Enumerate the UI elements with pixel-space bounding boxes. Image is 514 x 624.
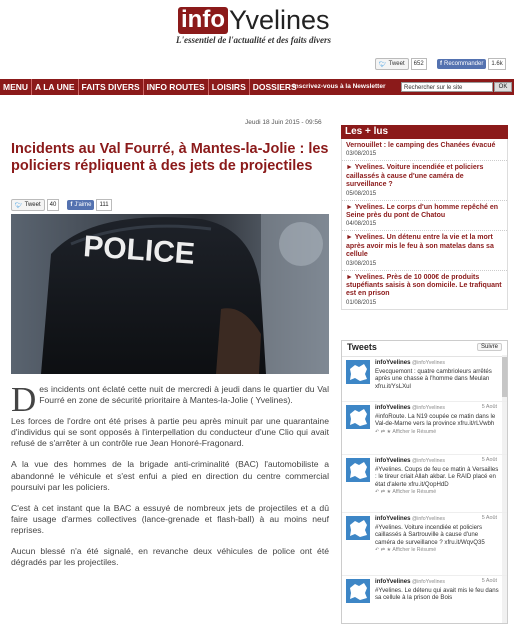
tweet-handle[interactable]: @infoYvelines (410, 458, 445, 464)
article-body (11, 380, 329, 578)
tweet-date[interactable]: 5 Août (481, 515, 497, 521)
list-item-title-text: Yvelines. Près de 10 000€ de produits stupéfiants saisis à son domicile. Le trafiquant est en prison (346, 273, 502, 298)
article-like-count: 111 (96, 199, 111, 211)
tweet-item[interactable] (342, 357, 507, 402)
header-tweet-share[interactable] (375, 58, 427, 70)
yvelines-map-icon (346, 516, 370, 540)
list-item-title[interactable] (346, 164, 503, 189)
tweet-actions[interactable]: ↶ ⇄ ★ Afficher le Résumé (375, 489, 437, 496)
nav-item-faits-divers[interactable]: FAITS DIVERS (79, 79, 144, 95)
list-item-title[interactable] (346, 234, 503, 259)
tweet-item[interactable] (342, 402, 507, 455)
recommend-button[interactable] (437, 59, 486, 69)
list-item-date: 01/08/2015 (346, 299, 377, 306)
tweets-title: Tweets (347, 342, 377, 352)
recommend-label: Recommander (444, 61, 484, 67)
avatar[interactable] (346, 360, 370, 384)
yvelines-map-icon (346, 579, 370, 603)
tweets-header (342, 341, 507, 357)
tweet-author[interactable]: infoYvelines (375, 359, 411, 366)
list-item[interactable] (342, 161, 507, 200)
article-tweet-count: 40 (47, 199, 60, 211)
police-photo (11, 214, 329, 374)
article-paragraph (11, 380, 329, 419)
article-paragraph: A la vue des hommes de la brigade anti-criminalité (BAC) l'automobiliste a abandonné le véhicule et s'est enfui a pied en direction du centre commercial poursuivi par les policiers. (11, 459, 329, 492)
tweet-body (375, 402, 499, 436)
tweet-handle[interactable]: @infoYvelines (410, 516, 445, 522)
article-like-button[interactable] (67, 200, 94, 210)
list-item-title-text: Yvelines. Le corps d'un homme repêché en Seine près du pont de Chatou (346, 203, 499, 220)
list-item-date: 05/08/2015 (346, 190, 377, 197)
logo-info: info (178, 7, 228, 34)
tweet-body (375, 576, 499, 602)
tweet-text: #Yvelines. Voiture incendiée et policiers caillassés à Sartrouville à cause d'une caméra de surveillance ? xfru.it/WqvQ35 (375, 523, 485, 546)
article-title: Incidents au Val Fourré, à Mantes-la-Jolie : les policiers répliquent à des jets de projectiles (11, 141, 329, 174)
list-item-date: 04/08/2015 (346, 221, 377, 228)
yvelines-map-icon (346, 458, 370, 482)
tweet-author[interactable]: infoYvelines (375, 578, 411, 585)
tweet-author[interactable]: infoYvelines (375, 404, 411, 411)
list-item[interactable] (342, 201, 507, 232)
list-item-title[interactable]: Vernouillet : le camping des Chanées évacué (346, 142, 496, 149)
search-input[interactable]: Rechercher sur le site (401, 82, 493, 92)
list-item[interactable] (342, 139, 507, 161)
tweet-author[interactable]: infoYvelines (375, 457, 411, 464)
header-recommend-share[interactable] (437, 58, 506, 70)
nav-item-loisirs[interactable]: LOISIRS (209, 79, 250, 95)
bird-icon: 🐦︎ (379, 61, 387, 68)
article-like-label: J'aime (74, 202, 92, 208)
nav-item-menu[interactable]: MENU (0, 79, 32, 95)
tweet-date[interactable]: 5 Août (481, 457, 497, 463)
bullet-icon: ► (346, 203, 355, 211)
tweet-text: #Yvelines. Coups de feu ce matin à Versailles : le tireur criait Allah akbar. Le RAID placé en état d'alerte xfru.it/QopHdD (375, 465, 499, 488)
tweet-handle[interactable]: @infoYvelines (410, 360, 445, 366)
nav-item-dossiers[interactable]: DOSSIERS (252, 82, 297, 92)
tweet-text: Evecquemont : quatre cambrioleurs arrêtés après une chasse à l'homme dans Meulan xfru.it/YsLXul (375, 367, 492, 390)
facebook-icon: f (70, 202, 73, 208)
article-paragraph: C'est à cet instant que la BAC a essuyé de nombreux jets de projectiles et a dû faire usage d'armes collectives (lance-grenade et flash-ball) à au moins neuf reprises. (11, 502, 329, 535)
avatar[interactable] (346, 516, 370, 540)
tweet-date[interactable]: 5 Août (481, 404, 497, 410)
logo-yvelines: Yvelines (228, 5, 330, 35)
tweet-author[interactable]: infoYvelines (375, 515, 411, 522)
most-read-box (341, 125, 508, 310)
facebook-icon: f (440, 61, 442, 67)
tweet-list (342, 357, 507, 624)
tweet-handle[interactable]: @infoYvelines (410, 405, 445, 411)
list-item[interactable] (342, 271, 507, 309)
tweet-item[interactable] (342, 513, 507, 576)
article-paragraph: Aucun blessé n'a été signalé, en revanche deux véhicules de police ont été dégradés par les projectiles. (11, 546, 329, 568)
tweet-count: 652 (411, 58, 427, 70)
yvelines-map-icon (346, 360, 370, 384)
bullet-icon: ► (346, 273, 355, 281)
list-item-date: 03/08/2015 (346, 151, 377, 158)
tweet-text: #Yvelines. Le détenu qui avait mis le feu dans sa cellule à la prison de Bois (375, 586, 499, 602)
recommend-count: 1.6k (488, 58, 505, 70)
list-item-title[interactable] (346, 204, 503, 221)
newsletter-link[interactable]: Inscrivez-vous à la Newsletter (293, 83, 386, 90)
tweet-label: Tweet (388, 61, 405, 67)
tweet-item[interactable] (342, 455, 507, 513)
site-tagline: L'essentiel de l'actualité et des faits divers (176, 35, 331, 45)
bullet-icon: ► (346, 164, 355, 172)
article-date: Jeudi 18 Juin 2015 - 09:56 (245, 119, 322, 126)
follow-button[interactable]: Suivre (477, 343, 502, 351)
avatar[interactable] (346, 579, 370, 603)
list-item[interactable] (342, 231, 507, 270)
tweet-date[interactable]: 5 Août (481, 578, 497, 584)
tweet-actions[interactable]: ↶ ⇄ ★ Afficher le Résumé (375, 547, 437, 554)
list-item-date: 03/08/2015 (346, 260, 377, 267)
site-logo[interactable] (178, 4, 330, 34)
paragraph-text: es incidents ont éclaté cette nuit de mercredi à jeudi dans le quartier du Val Fourré en zone de sécurité prioritaire à Mantes-la-Jolie ( Yvelines). (39, 384, 329, 406)
tweet-body (375, 455, 499, 496)
tweet-body (375, 357, 499, 390)
search-button[interactable]: OK (494, 82, 512, 92)
article-tweet-button[interactable] (11, 199, 45, 211)
list-item-title[interactable] (346, 274, 503, 299)
bullet-icon: ► (346, 234, 355, 242)
list-item-title-text: Yvelines. Voiture incendiée et policiers caillassés à cause d'une caméra de surveillance ? (346, 164, 484, 189)
bird-icon: 🐦︎ (15, 202, 23, 209)
twitter-widget (341, 340, 508, 624)
avatar[interactable] (346, 458, 370, 482)
article-photo (11, 214, 329, 374)
most-read-title: Les + lus (341, 125, 508, 139)
avatar[interactable] (346, 405, 370, 429)
photo-police-text: POLICE (82, 230, 196, 271)
nav-item-a-la-une[interactable]: A LA UNE (32, 79, 79, 95)
site-header (0, 0, 514, 78)
tweet-item[interactable] (342, 576, 507, 624)
yvelines-map-icon (346, 405, 370, 429)
tweet-actions[interactable]: ↶ ⇄ ★ Afficher le Résumé (375, 428, 437, 435)
most-read-list (341, 139, 508, 310)
nav-item-info-routes[interactable]: INFO ROUTES (144, 79, 209, 95)
tweet-button[interactable] (375, 58, 409, 70)
dropcap: D (11, 380, 37, 419)
tweet-body (375, 513, 499, 554)
article-share-bar (11, 199, 112, 211)
list-item-title-text: Yvelines. Un détenu entre la vie et la mort après avoir mis le feu à son matelas dans sa cellule (346, 234, 494, 259)
article-tweet-label: Tweet (24, 202, 41, 208)
tweet-text: #infoRoute. La N19 coupée ce matin dans le Val-de-Marne vers la province xfru.it/rLVwbh (375, 412, 496, 428)
article-paragraph: Les forces de l'ordre ont été prises à partie peu après minuit par une quarantaine d'individus qui se sont opposés à l'interpellation du conducteur d'une Clio qui avait refusé de s'arrêter à un contrôle rue Jean Honoré-Fragonard. (11, 416, 329, 449)
tweet-handle[interactable]: @infoYvelines (410, 579, 445, 585)
